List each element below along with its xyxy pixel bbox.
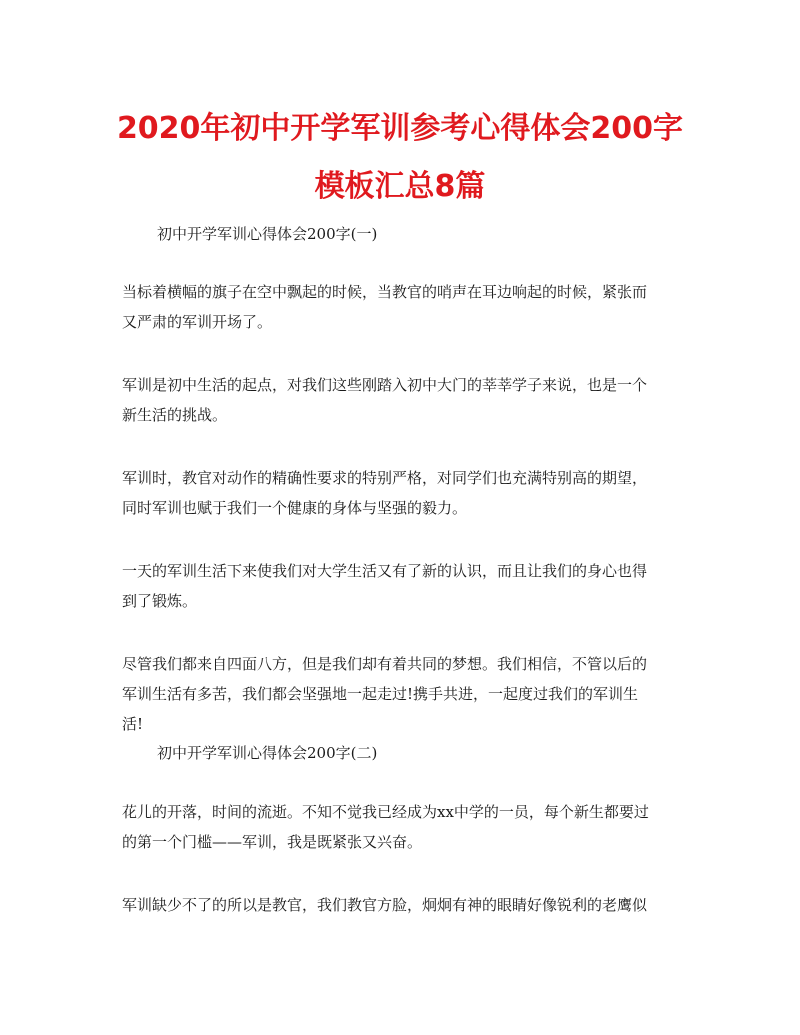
paragraph-line: 军训是初中生活的起点，对我们这些刚踏入初中大门的莘莘学子来说，也是一个 bbox=[122, 376, 648, 394]
paragraph-line: 军训生活有多苦，我们都会坚强地一起走过!携手共进，一起度过我们的军训生 bbox=[122, 685, 639, 703]
paragraph bbox=[122, 463, 682, 523]
paragraph bbox=[122, 797, 682, 857]
paragraph-line: 新生活的挑战。 bbox=[122, 406, 228, 424]
paragraph-line: 当标着横幅的旗子在空中飘起的时候，当教官的哨声在耳边响起的时候，紧张而 bbox=[122, 283, 648, 301]
document-title-line-1: 2020年初中开学军训参考心得体会200字 bbox=[116, 111, 684, 146]
paragraph-line: 活! bbox=[122, 715, 144, 733]
paragraph-line: 军训时，教官对动作的精确性要求的特别严格，对同学们也充满特别高的期望， bbox=[122, 469, 648, 487]
paragraph-line: 的第一个门槛——军训，我是既紧张又兴奋。 bbox=[122, 833, 423, 851]
paragraph bbox=[122, 649, 682, 739]
paragraph-line: 军训缺少不了的所以是教官，我们教官方脸，炯炯有神的眼睛好像锐利的老鹰似 bbox=[122, 896, 648, 914]
paragraph-line: 同时军训也赋于我们一个健康的身体与坚强的毅力。 bbox=[122, 499, 468, 517]
paragraph bbox=[122, 370, 682, 430]
paragraph-line: 花儿的开落，时间的流逝。不知不觉我已经成为xx中学的一员，每个新生都要过 bbox=[122, 803, 649, 821]
paragraph bbox=[122, 277, 682, 337]
paragraph bbox=[122, 556, 682, 616]
document-title-line-2: 模板汇总8篇 bbox=[314, 169, 486, 204]
paragraph-line: 到了锻炼。 bbox=[122, 592, 198, 610]
paragraph-line: 尽管我们都来自四面八方，但是我们却有着共同的梦想。我们相信，不管以后的 bbox=[122, 655, 648, 673]
section-heading-2: 初中开学军训心得体会200字(二) bbox=[157, 744, 378, 762]
paragraph bbox=[122, 890, 682, 920]
paragraph-line: 一天的军训生活下来使我们对大学生活又有了新的认识，而且让我们的身心也得 bbox=[122, 562, 648, 580]
section-heading-1: 初中开学军训心得体会200字(一) bbox=[157, 225, 378, 243]
paragraph-line: 又严肃的军训开场了。 bbox=[122, 313, 273, 331]
